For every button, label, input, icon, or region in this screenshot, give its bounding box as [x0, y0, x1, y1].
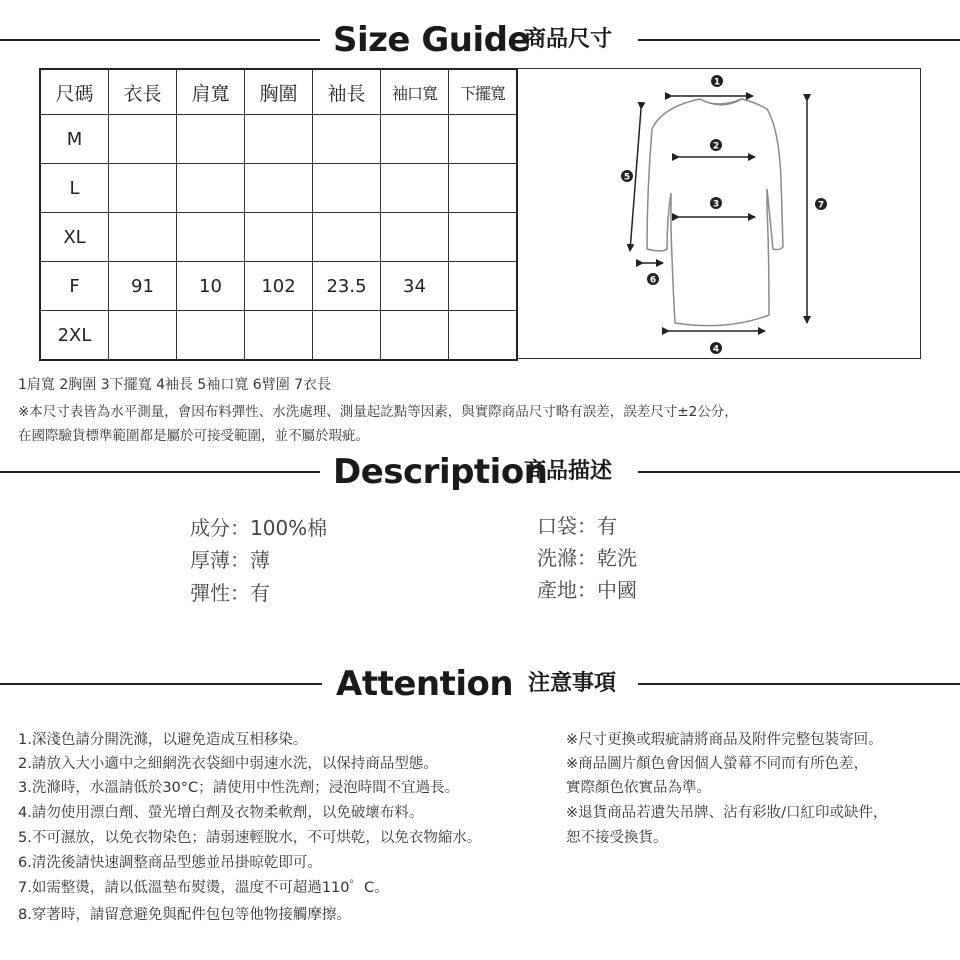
description-header [0, 452, 960, 492]
table-cell [449, 115, 518, 164]
spec-material: 成分：100%棉 [190, 516, 328, 540]
size-guide-header [0, 20, 960, 60]
table-cell [109, 115, 177, 164]
table-cell: M [40, 115, 109, 164]
svg-text:2: 2 [712, 141, 720, 152]
description-subtitle: 商品描述 [524, 459, 613, 484]
policy-item: 恕不接受換貨。 [566, 830, 668, 846]
table-cell [245, 115, 313, 164]
header-rule-right [638, 39, 960, 41]
size-guide-title: Size Guide [333, 20, 530, 60]
header-rule-right [638, 471, 960, 473]
attention-subtitle: 注意事項 [528, 671, 617, 696]
table-cell [245, 213, 313, 262]
marker-2 [710, 139, 722, 152]
header-rule-right [638, 683, 960, 685]
table-cell [177, 213, 245, 262]
measurement-diagram [517, 68, 921, 359]
arrow-cuff [630, 109, 641, 251]
table-cell [313, 164, 381, 213]
marker-4 [710, 342, 722, 355]
svg-text:5: 5 [623, 172, 631, 183]
description-title: Description [333, 452, 548, 492]
table-cell [313, 115, 381, 164]
size-table [39, 68, 518, 361]
care-item: 6.清洗後請快速調整商品型態並吊掛晾乾即可。 [18, 855, 322, 871]
header-rule-left [0, 683, 322, 685]
spec-origin: 產地：中國 [537, 578, 637, 602]
table-cell [381, 311, 449, 361]
table-row [40, 115, 517, 164]
table-cell [313, 311, 381, 361]
table-cell [109, 213, 177, 262]
marker-7 [815, 198, 827, 211]
spec-thickness: 厚薄：薄 [190, 548, 270, 572]
size-note-line-2: 在國際驗貨標準範圍都是屬於可接受範圍，並不屬於瑕疵。 [18, 428, 369, 444]
svg-text:7: 7 [817, 200, 825, 211]
care-item: 7.如需整燙，請以低溫墊布熨燙，溫度不可超過110゜C。 [18, 880, 389, 896]
size-note-line-1: ※本尺寸表皆為水平測量，會因布料彈性、水洗處理、測量起訖點等因素，與實際商品尺寸略有誤差，誤差尺寸±2公分， [18, 404, 738, 420]
column-header: 衣長 [109, 69, 177, 115]
column-header: 袖長 [313, 69, 381, 115]
care-item: 3.洗滌時，水溫請低於30°C；請使用中性洗劑；浸泡時間不宜過長。 [18, 780, 460, 796]
marker-6 [647, 273, 659, 286]
column-header: 下擺寬 [449, 69, 518, 115]
column-header: 尺碼 [40, 69, 109, 115]
svg-text:1: 1 [713, 77, 721, 88]
care-item: 2.請放入大小適中之細網洗衣袋細中弱速水洗，以保持商品型態。 [18, 756, 438, 772]
svg-text:6: 6 [649, 275, 657, 286]
dress-illustration [517, 69, 921, 360]
table-cell: F [40, 262, 109, 311]
table-row [40, 262, 517, 311]
table-cell [109, 164, 177, 213]
table-cell [109, 311, 177, 361]
table-cell [177, 164, 245, 213]
marker-5 [621, 170, 633, 183]
attention-title: Attention [336, 664, 514, 704]
svg-text:4: 4 [712, 344, 720, 355]
svg-text:3: 3 [712, 199, 720, 210]
table-cell [381, 164, 449, 213]
table-cell [381, 213, 449, 262]
spec-elasticity: 彈性：有 [190, 581, 270, 605]
table-cell [313, 213, 381, 262]
spec-washing: 洗滌：乾洗 [537, 546, 637, 570]
attention-header [0, 664, 960, 704]
care-item: 8.穿著時，請留意避免與配件包包等他物接觸摩擦。 [18, 907, 351, 923]
care-item: 4.請勿使用漂白劑、螢光增白劑及衣物柔軟劑，以免破壞布料。 [18, 805, 424, 821]
table-cell [449, 262, 518, 311]
care-item: 5.不可濕放，以免衣物染色；請弱速輕脫水，不可烘乾，以免衣物縮水。 [18, 830, 482, 846]
table-cell: XL [40, 213, 109, 262]
table-row [40, 213, 517, 262]
table-cell: L [40, 164, 109, 213]
measurement-legend: 1肩寬 2胸圍 3下擺寬 4袖長 5袖口寬 6臂圍 7衣長 [18, 377, 332, 393]
column-header: 肩寬 [177, 69, 245, 115]
table-cell [245, 311, 313, 361]
table-cell: 102 [245, 262, 313, 311]
policy-item: ※尺寸更換或瑕疵請將商品及附件完整包裝寄回。 [566, 732, 883, 748]
table-cell: 23.5 [313, 262, 381, 311]
table-row [40, 311, 517, 361]
spec-pocket: 口袋：有 [537, 514, 617, 538]
marker-3 [710, 197, 722, 210]
header-rule-left [0, 39, 320, 41]
column-header: 袖口寬 [381, 69, 449, 115]
table-cell [449, 213, 518, 262]
header-rule-left [0, 471, 320, 473]
marker-1 [711, 75, 723, 88]
table-cell [245, 164, 313, 213]
table-cell [381, 115, 449, 164]
table-cell: 2XL [40, 311, 109, 361]
table-cell: 34 [381, 262, 449, 311]
policy-item: ※退貨商品若遺失吊牌、沾有彩妝/口紅印或缺件， [566, 805, 888, 821]
policy-item: 實際顏色依實品為準。 [566, 780, 711, 796]
column-header: 胸圍 [245, 69, 313, 115]
table-row [40, 164, 517, 213]
table-cell: 10 [177, 262, 245, 311]
table-cell [449, 164, 518, 213]
table-cell [177, 311, 245, 361]
care-item: 1.深淺色請分開洗滌，以避免造成互相移染。 [18, 732, 308, 748]
table-cell [177, 115, 245, 164]
policy-item: ※商品圖片顏色會因個人螢幕不同而有所色差， [566, 756, 869, 772]
size-guide-subtitle: 商品尺寸 [524, 27, 613, 52]
table-header-row [40, 69, 517, 115]
table-cell [449, 311, 518, 361]
dress-outline [647, 99, 783, 326]
table-cell: 91 [109, 262, 177, 311]
